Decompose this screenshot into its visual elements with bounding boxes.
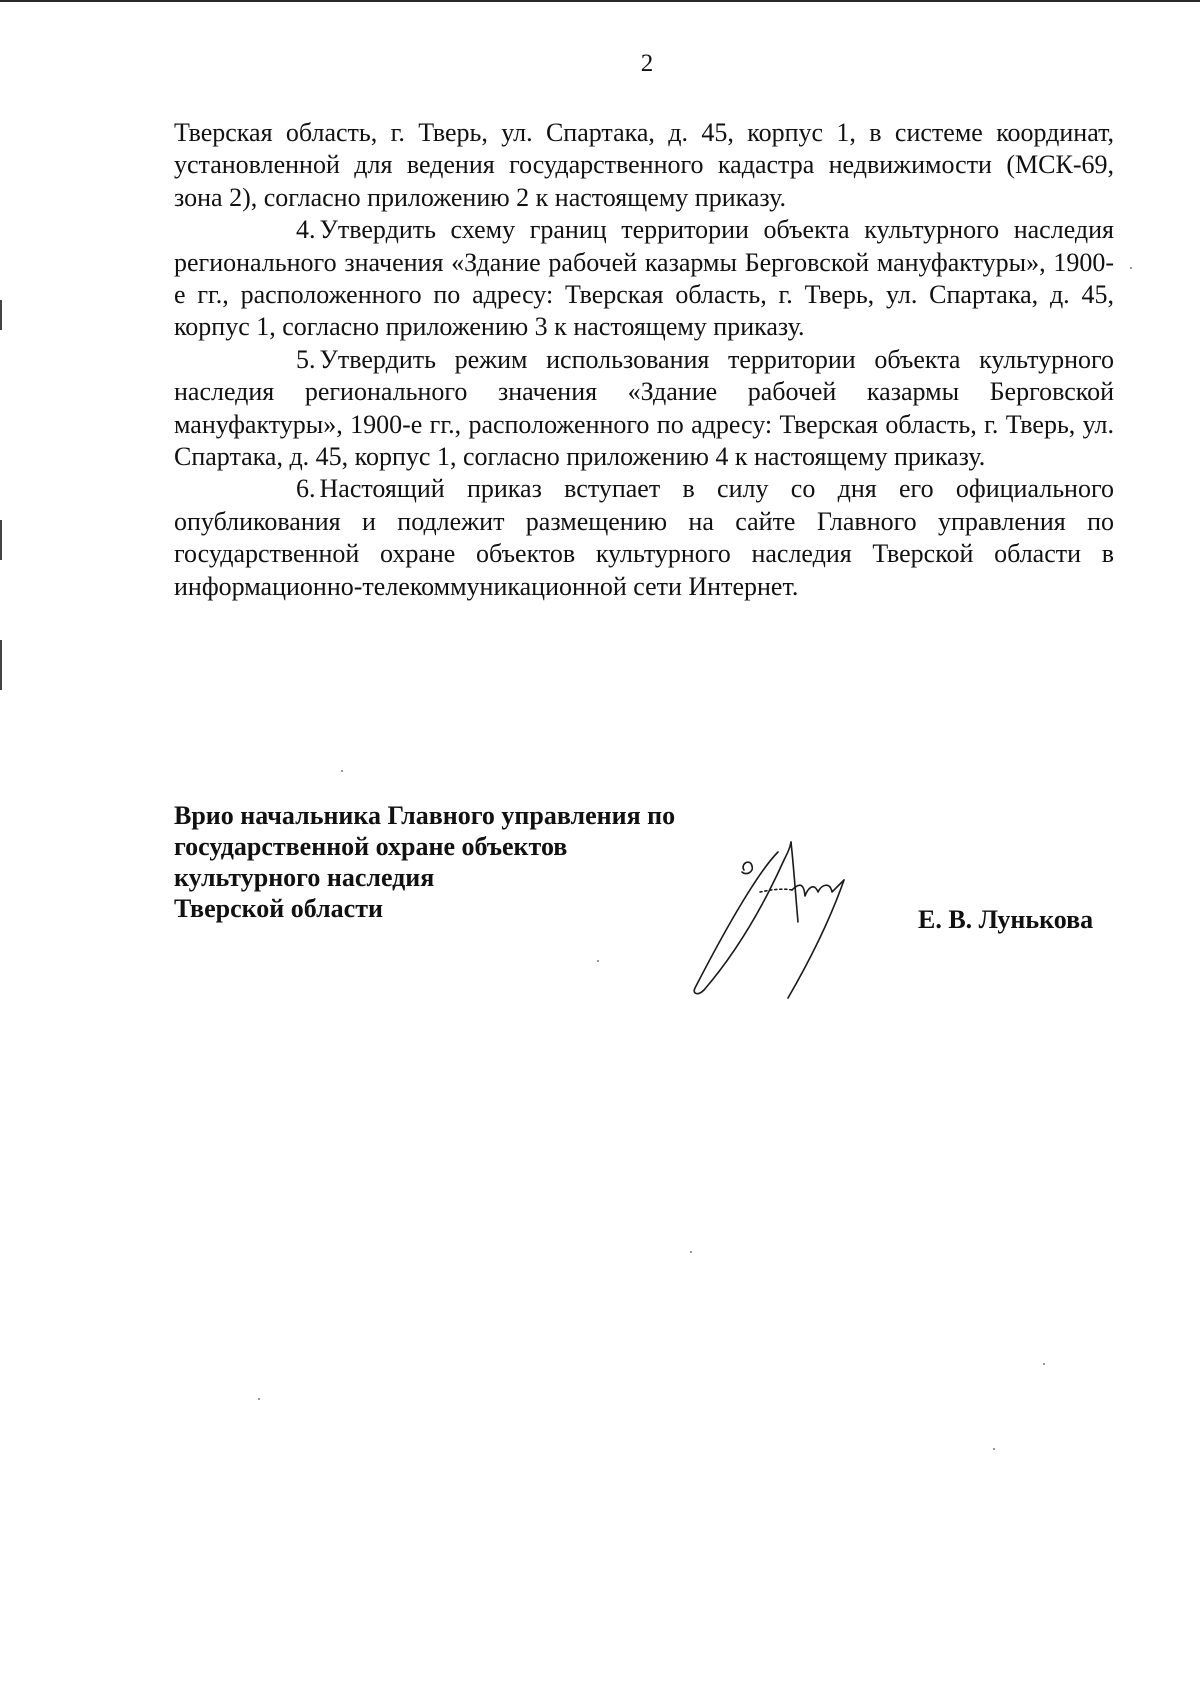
signatory-position <box>174 800 675 924</box>
signatory-position-line: культурного наследия <box>174 863 435 892</box>
handwritten-signature <box>660 830 880 1010</box>
signatory-position-line: государственной охране объектов <box>174 832 568 861</box>
paragraph-text: Тверская область, г. Тверь, ул. Спартака, д. 45, корпус 1, в системе координат, установленной для ведения государственного кадастра недвижимости (МСК-69, зона 2), согласно приложению 2 к настоящему приказу. <box>174 118 1114 212</box>
document-body <box>174 117 1114 603</box>
paragraph-item-5 <box>174 344 1114 474</box>
paragraph-number: 5. <box>296 344 316 374</box>
scan-left-edge-mark <box>0 520 2 560</box>
scan-top-edge <box>0 0 1200 2</box>
paragraph-number: 6. <box>296 474 316 504</box>
signatory-name: Е. В. Лунькова <box>918 905 1094 934</box>
paragraph-item-6 <box>174 473 1114 603</box>
signature-stroke <box>792 880 844 896</box>
signature-stroke <box>791 842 798 922</box>
page-number: 2 <box>640 50 654 77</box>
paragraph-item-4 <box>174 214 1114 344</box>
scan-speck <box>690 1251 692 1253</box>
scan-speck <box>597 960 599 962</box>
scan-speck <box>258 1398 260 1400</box>
signatory-position-line: Врио начальника Главного управления по <box>174 801 676 830</box>
signature-stroke <box>694 842 791 994</box>
signature-stroke <box>760 889 792 892</box>
paragraph-text: Настоящий приказ вступает в силу со дня его официального опубликования и подлежит размещению на сайте Главного управления по государственной охране объектов культурного наследия Тверской области в информационно-телекоммуникационной сети Интернет. <box>174 474 1114 601</box>
signature-stroke <box>742 862 752 873</box>
paragraph-text: Утвердить режим использования территории объекта культурного наследия регионального значения «Здание рабочей казармы Берговской мануфактуры», 1900-е гг., расположенного по адресу: Тверская область, г. Тверь, ул. Спартака, д. 45, корпус 1, согласно приложению 4 к настоящему приказу. <box>174 344 1114 472</box>
scan-speck <box>993 1448 995 1450</box>
paragraph-number: 4. <box>296 215 316 245</box>
scan-left-edge-mark <box>0 300 2 330</box>
scan-speck <box>341 770 343 772</box>
paragraph-continuation <box>174 117 1114 214</box>
scan-speck <box>1043 1363 1045 1365</box>
signatory-position-line: Тверской области <box>174 894 383 923</box>
paragraph-text: Утвердить схему границ территории объекта культурного наследия регионального значения «Здание рабочей казармы Берговской мануфактуры», 1900-е гг., расположенного по адресу: Тверская область, г. Тверь, ул. Спартака, д. 45, корпус 1, согласно приложению 3 к настоящему приказу. <box>174 215 1114 342</box>
scan-speck <box>1130 267 1132 269</box>
scan-left-edge-mark <box>0 640 2 690</box>
